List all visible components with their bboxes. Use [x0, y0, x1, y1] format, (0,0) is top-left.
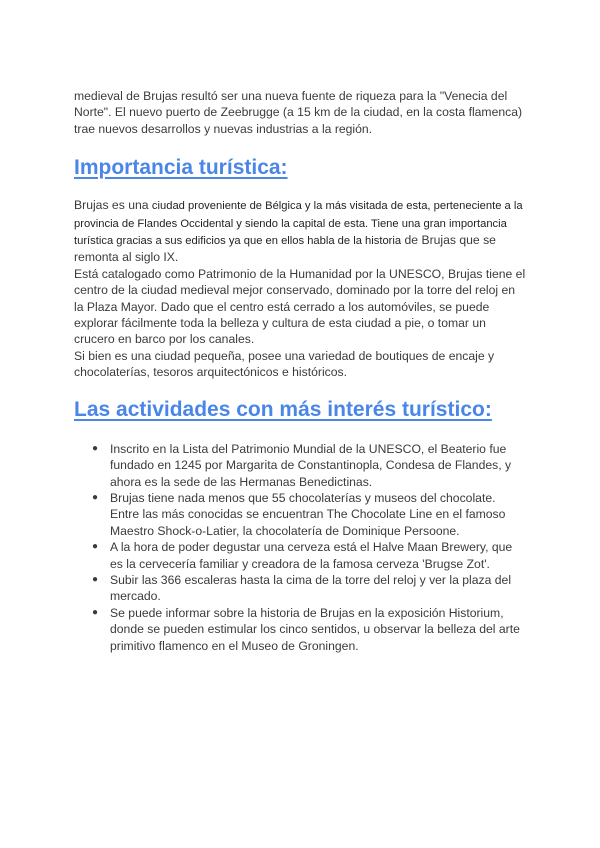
list-item [92, 605, 526, 654]
bullet-icon: ● [92, 573, 99, 585]
bullet-icon: ● [92, 606, 99, 618]
heading-actividades: Las actividades con más interés turístico: [74, 397, 492, 421]
list-item-text: Subir las 366 escaleras hasta la cima de la torre del reloj y ver la plaza del mercado. [110, 572, 512, 604]
p1-start-text: Brujas es una [74, 198, 152, 213]
bullet-icon: ● [92, 442, 99, 454]
section1-paragraph-1 [74, 197, 526, 266]
p1-end-text: de Brujas que se remonta al siglo IX. [74, 233, 496, 265]
bullet-icon: ● [92, 491, 99, 503]
intro-paragraph: medieval de Brujas resultó ser una nueva fuente de riqueza para la "Venecia del Norte". El nuevo puerto de Zeebrugge (a 15 km de la ciudad, en la costa flamenca) trae nuevos desarrollos y nuevas industrias a la región. [74, 89, 523, 136]
bullet-icon: ● [92, 541, 99, 553]
list-item-text: Inscrito en la Lista del Patrimonio Mundial de la UNESCO, el Beaterio fue fundado en 1245 por Margarita de Constantinopla, Condesa de Flandes, y ahora es la sede de las Hermanas Benedictinas. [110, 441, 512, 489]
list-item [92, 539, 526, 572]
p1-highlight-text: ciudad proveniente de Bélgica y la más visitada de esta, perteneciente a la provincia de Flandes Occidental y siendo la capital de esta. Tiene una gran importancia turística gracias a sus edificios ya que en ellos habla de la historia [74, 200, 523, 248]
activities-list [74, 441, 526, 654]
section1-paragraph-2: Está catalogado como Patrimonio de la Humanidad por la UNESCO, Brujas tiene el centro de la ciudad medieval mejor conservado, dominado por la torre del reloj en la Plaza Mayor. Dado que el centro está cerrado a los automóviles, se puede explorar fácilmente toda la belleza y cultura de esta ciudad a pie, o tomar un crucero en barco por los canales. [74, 266, 526, 347]
list-item [92, 572, 526, 605]
heading-importancia-turistica: Importancia turística: [74, 156, 288, 180]
document-page [74, 88, 526, 654]
list-item-text: Se puede informar sobre la historia de Brujas en la exposición Historium, donde se pueden estimular los cinco sentidos, u observar la belleza del arte primitivo flamenco en el Museo de Groningen. [110, 605, 520, 653]
list-item-text: Brujas tiene nada menos que 55 chocolaterías y museos del chocolate. Entre las más conocidas se encuentran The Chocolate Line en el famoso Maestro Shock-o-Latier, la chocolatería de Dominique Persoone. [110, 490, 506, 538]
section1-paragraph-3: Si bien es una ciudad pequeña, posee una variedad de boutiques de encaje y chocolaterías, tesoros arquitectónicos e históricos. [74, 348, 495, 380]
list-item [92, 490, 526, 539]
list-item [92, 441, 526, 490]
list-item-text: A la hora de poder degustar una cerveza está el Halve Maan Brewery, que es la cervecería familiar y creadora de la famosa cerveza 'Brugse Zot'. [110, 540, 513, 571]
